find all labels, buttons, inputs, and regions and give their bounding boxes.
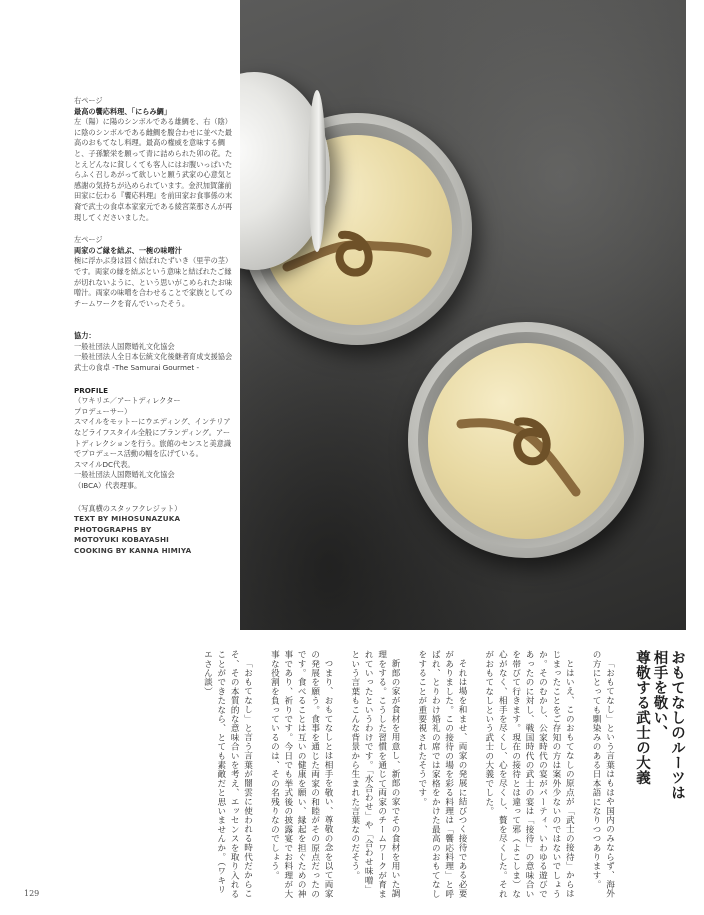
caption-body: 左（陽）に陽のシンボルである雄鯛を、右（陰）に陰のシンボルである雌鯛を腹合わせに並べた最高のおもてなし料理。最高の権威を意味する鯛と、子孫繁栄を願って青に詰められた卯の花。たとえどんなに貧しくても客人にはお腹いっぱいたらふく召しあがって欲しいと願う武家の心意気と感謝の気持ちが込められています。金沢加賀藩前田家に伝わる『饗応料理』を前田家お食事係の末裔で武士の食卓本家家元である綾宮菜那さんが再現してくださいました。 xyxy=(74,117,233,222)
page-number: 129 xyxy=(24,889,40,898)
article-paragraph: 「おもてなし」と言う言葉が闇雲に使われる時代だからこそ、その本質的な意味合いを考え、エッセンスを取り入れることができたなら、とても素敵だと思いませんか。（ワキリエさん談） xyxy=(202,650,253,899)
profile-line: （IBCA）代表理事。 xyxy=(74,481,142,490)
staff-line: MOTOYUKI KOBAYASHI xyxy=(74,535,170,545)
cooperation-line: 武士の食卓 -The Samurai Gourmet - xyxy=(74,363,200,373)
caption-heading: 最高の饗応料理、「にらみ鯛」 xyxy=(74,106,172,116)
staff-line: TEXT BY MIHOSUNAZUKA xyxy=(74,514,181,524)
article-paragraph: 新郎の家が食材を用意し、新郎の家でその食材を用いた調理をする。こうした習慣を通じて両家のチームワークが育まれていったというわけです。「水合わせ」や「合わせ味噌」という言葉もこんな背景から生まれた言葉なのだそう。 xyxy=(349,650,401,899)
staff-line: COOKING BY KANNA HIMIYA xyxy=(74,545,192,555)
right-page-caption xyxy=(74,96,234,223)
article-paragraph: それは場を和ませ、両家の発展に結びつく接待である必要がありました。この接待の場を彩る料理は「饗応料理」と呼ばれ、とりわけ婚礼の席では家格をかけた最高のおもてなしをすることが重要視されたそうです。 xyxy=(416,650,468,899)
profile-line: 一般社団法人国際婚礼文化協会 xyxy=(74,470,175,480)
article-body xyxy=(200,650,616,900)
profile-line: スマイルDC代表。 xyxy=(74,459,135,469)
staff-note: （写真横のスタッフクレジット） xyxy=(74,503,182,513)
bowl-lid xyxy=(240,72,330,270)
cooperation-heading: 協力： xyxy=(74,331,96,341)
article-paragraph: とはいえ、このおもてなしの原点が「武士の接待」からはじまったことをご存知の方は案外少ないのではないでしょうか。そのむかし、公家時代の宴がパーティ、いわゆる遊びであったのに対し、戦国時代の武士の宴は「接待」の意味合いを帯びて行きます。現在の接待とは違って邪（よこしま）な心がなく、相手を尽くし、心を尽くし、贅を尽くした。それがおもてなしという武士の大義でした。 xyxy=(483,650,575,899)
article-paragraph: つまり、おもてなしとは相手を敬い、尊敬の念を以て両家の発展を願う。食事を通じた両家の和睦がその原点だったのです。食べることは互いの健康を願い、縁起を担ぐための神事であり、祈りです。今日でも挙式後の披露宴でお料理が大事な役割を負っているのは、その名残りなのでしょう。 xyxy=(269,650,334,899)
article-title: おもてなしのルーツは 相手を敬い、 尊敬する武士の大義 xyxy=(634,650,686,800)
caption-label: 左ページ xyxy=(74,235,103,245)
cooperation-line: 一般社団法人国際婚礼文化協会 xyxy=(74,341,175,351)
profile-role: プロデューサー） xyxy=(74,406,132,416)
staff-credits xyxy=(74,504,234,557)
profile xyxy=(74,386,234,492)
cooperation-line: 一般社団法人全日本伝統文化後継者育成支援協会 xyxy=(74,352,233,362)
left-page-caption xyxy=(74,235,234,309)
article xyxy=(76,650,686,900)
cooperation-credits xyxy=(74,331,234,373)
article-paragraph: 「おもてなし」という言葉はもはや国内のみならず、海外の方にとっても馴染みのある日本語になりつつあります。 xyxy=(591,650,615,898)
staff-line: PHOTOGRAPHS BY xyxy=(74,524,152,534)
credits-column xyxy=(74,96,234,569)
profile-body: スマイルをモットーにウエディング、インテリアなどライフスタイル全般にブランディング。アートディレクションを行う。旅館のセンスと美意識でプロデュース活動の幅を広げている。 xyxy=(74,417,232,459)
food-photo xyxy=(240,0,686,630)
caption-body: 椀に浮かぶ身は固く結ばれたずいき（里芋の茎）です。両家の縁を結ぶという意味と結ばれたご縁が切れないように、という思いがこめられたお味噌汁。両家の味噌を合わせることで家族としてのチームワークを育んでいったそう。 xyxy=(74,256,233,308)
zuiki-knot xyxy=(456,404,596,499)
caption-heading: 両家のご縁を結ぶ、一椀の味噌汁 xyxy=(74,245,182,255)
caption-label: 右ページ xyxy=(74,96,103,105)
profile-heading: PROFILE xyxy=(74,385,108,395)
miso-soup-bowl-front xyxy=(408,322,644,558)
profile-role: （ワキリエ／アートディレクター xyxy=(74,396,181,406)
